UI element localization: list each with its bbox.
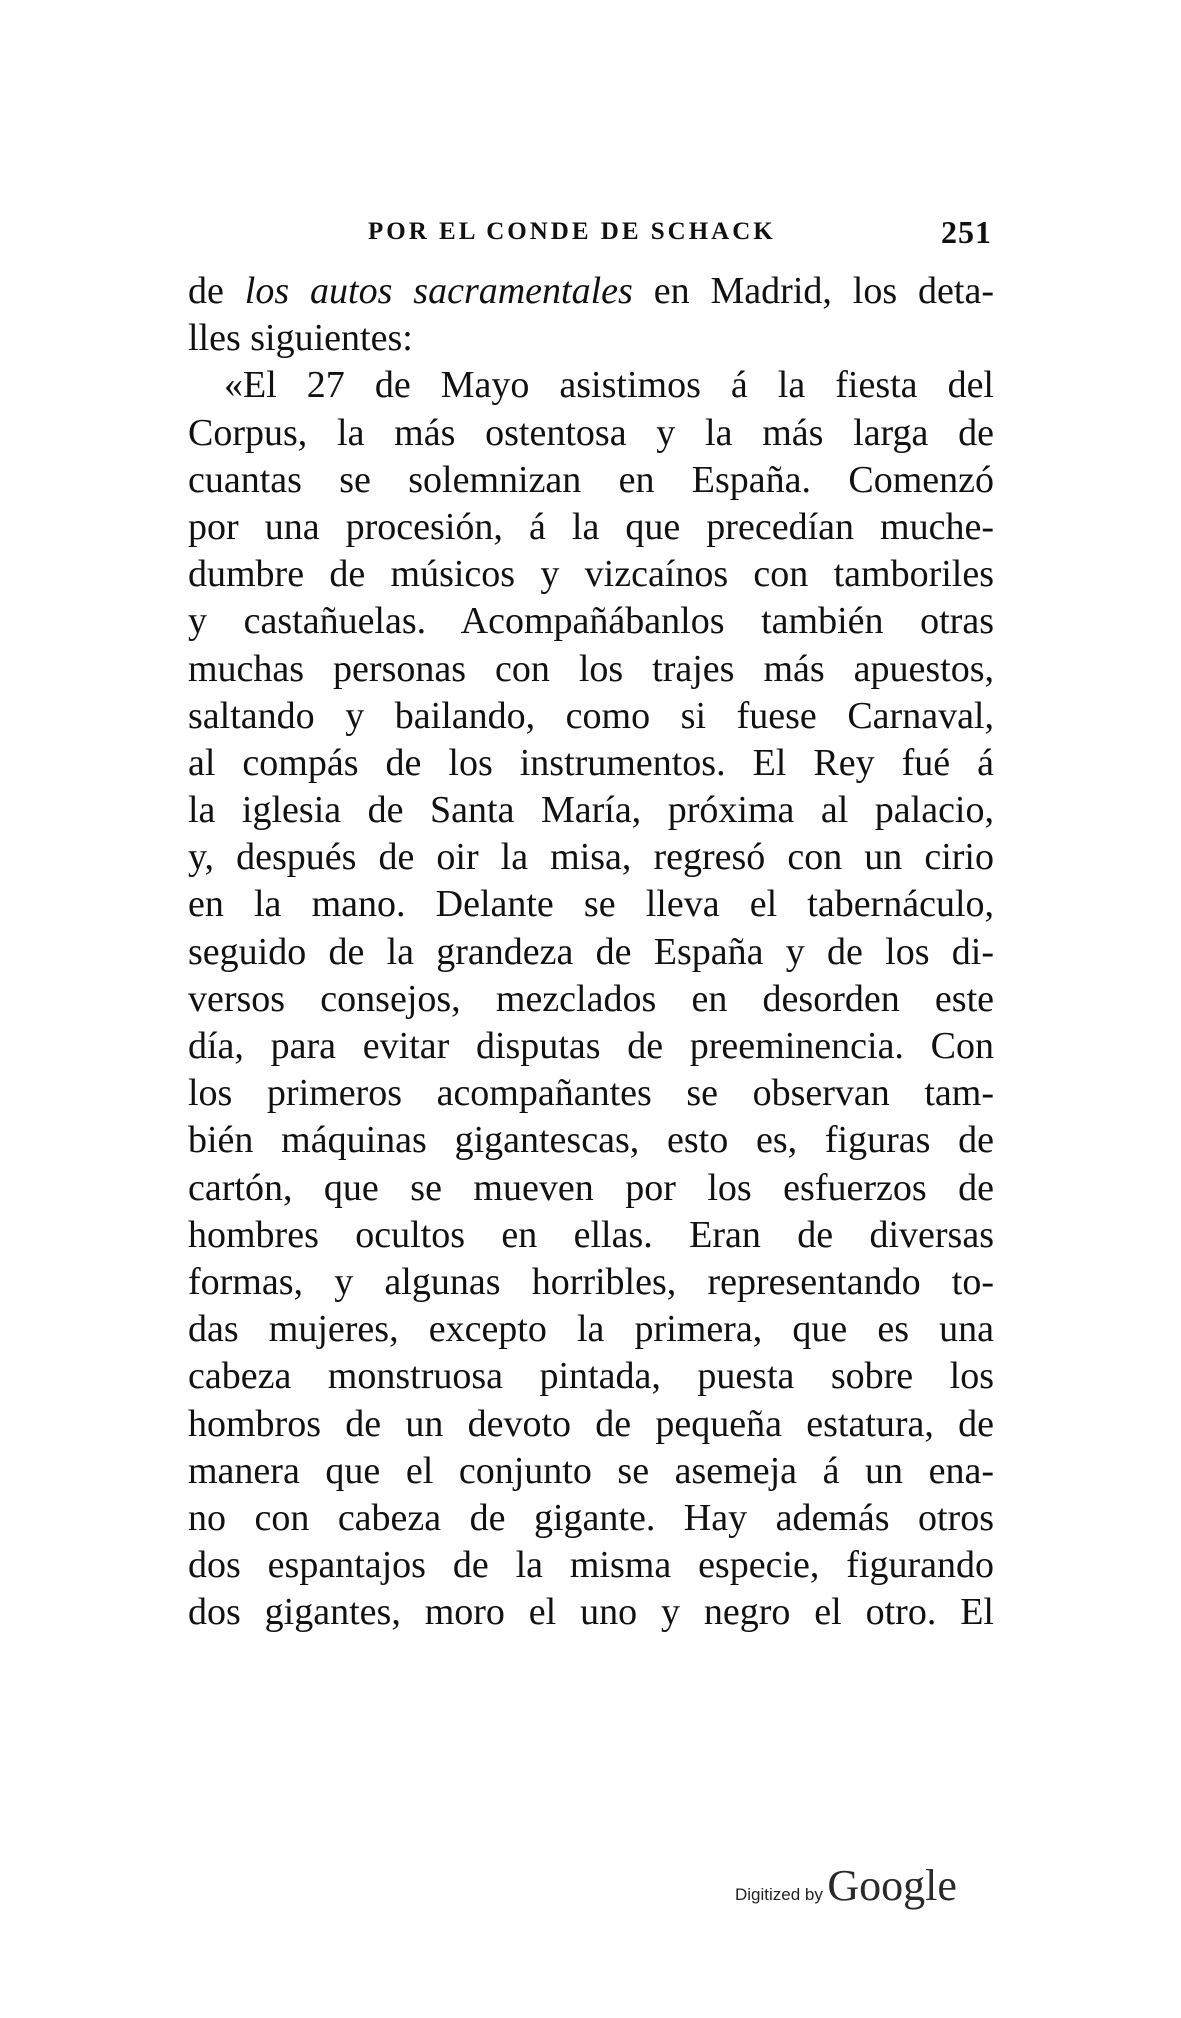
text-line: los primeros acompañantes se observan tam-: [188, 1072, 994, 1115]
text-line: por una procesión, á la que precedían muche-: [188, 505, 994, 548]
text-line: versos consejos, mezclados en desorden este: [188, 977, 994, 1020]
text-line: muchas personas con los trajes más apuestos,: [188, 647, 994, 690]
text-line: saltando y bailando, como si fuese Carnaval,: [188, 694, 994, 737]
text-line: «El 27 de Mayo asistimos á la fiesta del: [224, 364, 994, 407]
text-segment: de: [188, 270, 245, 312]
text-line: bién máquinas gigantescas, esto es, figuras de: [188, 1119, 994, 1162]
text-line: manera que el conjunto se asemeja á un ena-: [188, 1449, 994, 1492]
text-line: día, para evitar disputas de preeminencia. Con: [188, 1025, 994, 1067]
running-head: [188, 214, 992, 254]
text-line: la iglesia de Santa María, próxima al palacio,: [188, 789, 994, 832]
body-text: [188, 268, 994, 1636]
google-logo: Google: [827, 1861, 957, 1910]
page-number: 251: [941, 214, 992, 250]
text-line: seguido de la grandeza de España y de los di-: [188, 930, 994, 973]
text-line: cuantas se solemnizan en España. Comenzó: [188, 458, 994, 501]
text-line: hombres ocultos en ellas. Eran de diversas: [188, 1213, 994, 1256]
text-line: al compás de los instrumentos. El Rey fué á: [188, 741, 994, 784]
text-segment: en Madrid, los deta-: [632, 270, 994, 312]
text-line: [188, 268, 994, 315]
digitized-watermark: [735, 1860, 957, 1911]
text-line: hombros de un devoto de pequeña estatura, de: [188, 1402, 994, 1445]
italic-title: los autos sacramentales: [244, 270, 633, 312]
text-line: en la mano. Delante se lleva el tabernáculo,: [188, 883, 994, 926]
text-line: y, después de oir la misa, regresó con un cirio: [188, 836, 994, 879]
text-line: dos gigantes, moro el uno y negro el otro. El: [188, 1591, 994, 1634]
text-line: formas, y algunas horribles, representando to-: [188, 1260, 994, 1303]
text-line: no con cabeza de gigante. Hay además otros: [188, 1496, 994, 1539]
text-line: das mujeres, excepto la primera, que es una: [188, 1308, 994, 1351]
digitized-label: Digitized by: [735, 1885, 823, 1904]
text-line: y castañuelas. Acompañábanlos también otras: [188, 600, 994, 643]
text-line: cabeza monstruosa pintada, puesta sobre los: [188, 1355, 994, 1398]
text-line: dumbre de músicos y vizcaínos con tamboriles: [188, 553, 994, 596]
running-title: POR EL CONDE DE SCHACK: [368, 218, 776, 245]
text-line: cartón, que se mueven por los esfuerzos de: [188, 1166, 994, 1209]
text-line: dos espantajos de la misma especie, figurando: [188, 1544, 994, 1587]
text-line: lles siguientes:: [188, 317, 413, 360]
text-line: Corpus, la más ostentosa y la más larga de: [188, 411, 994, 454]
